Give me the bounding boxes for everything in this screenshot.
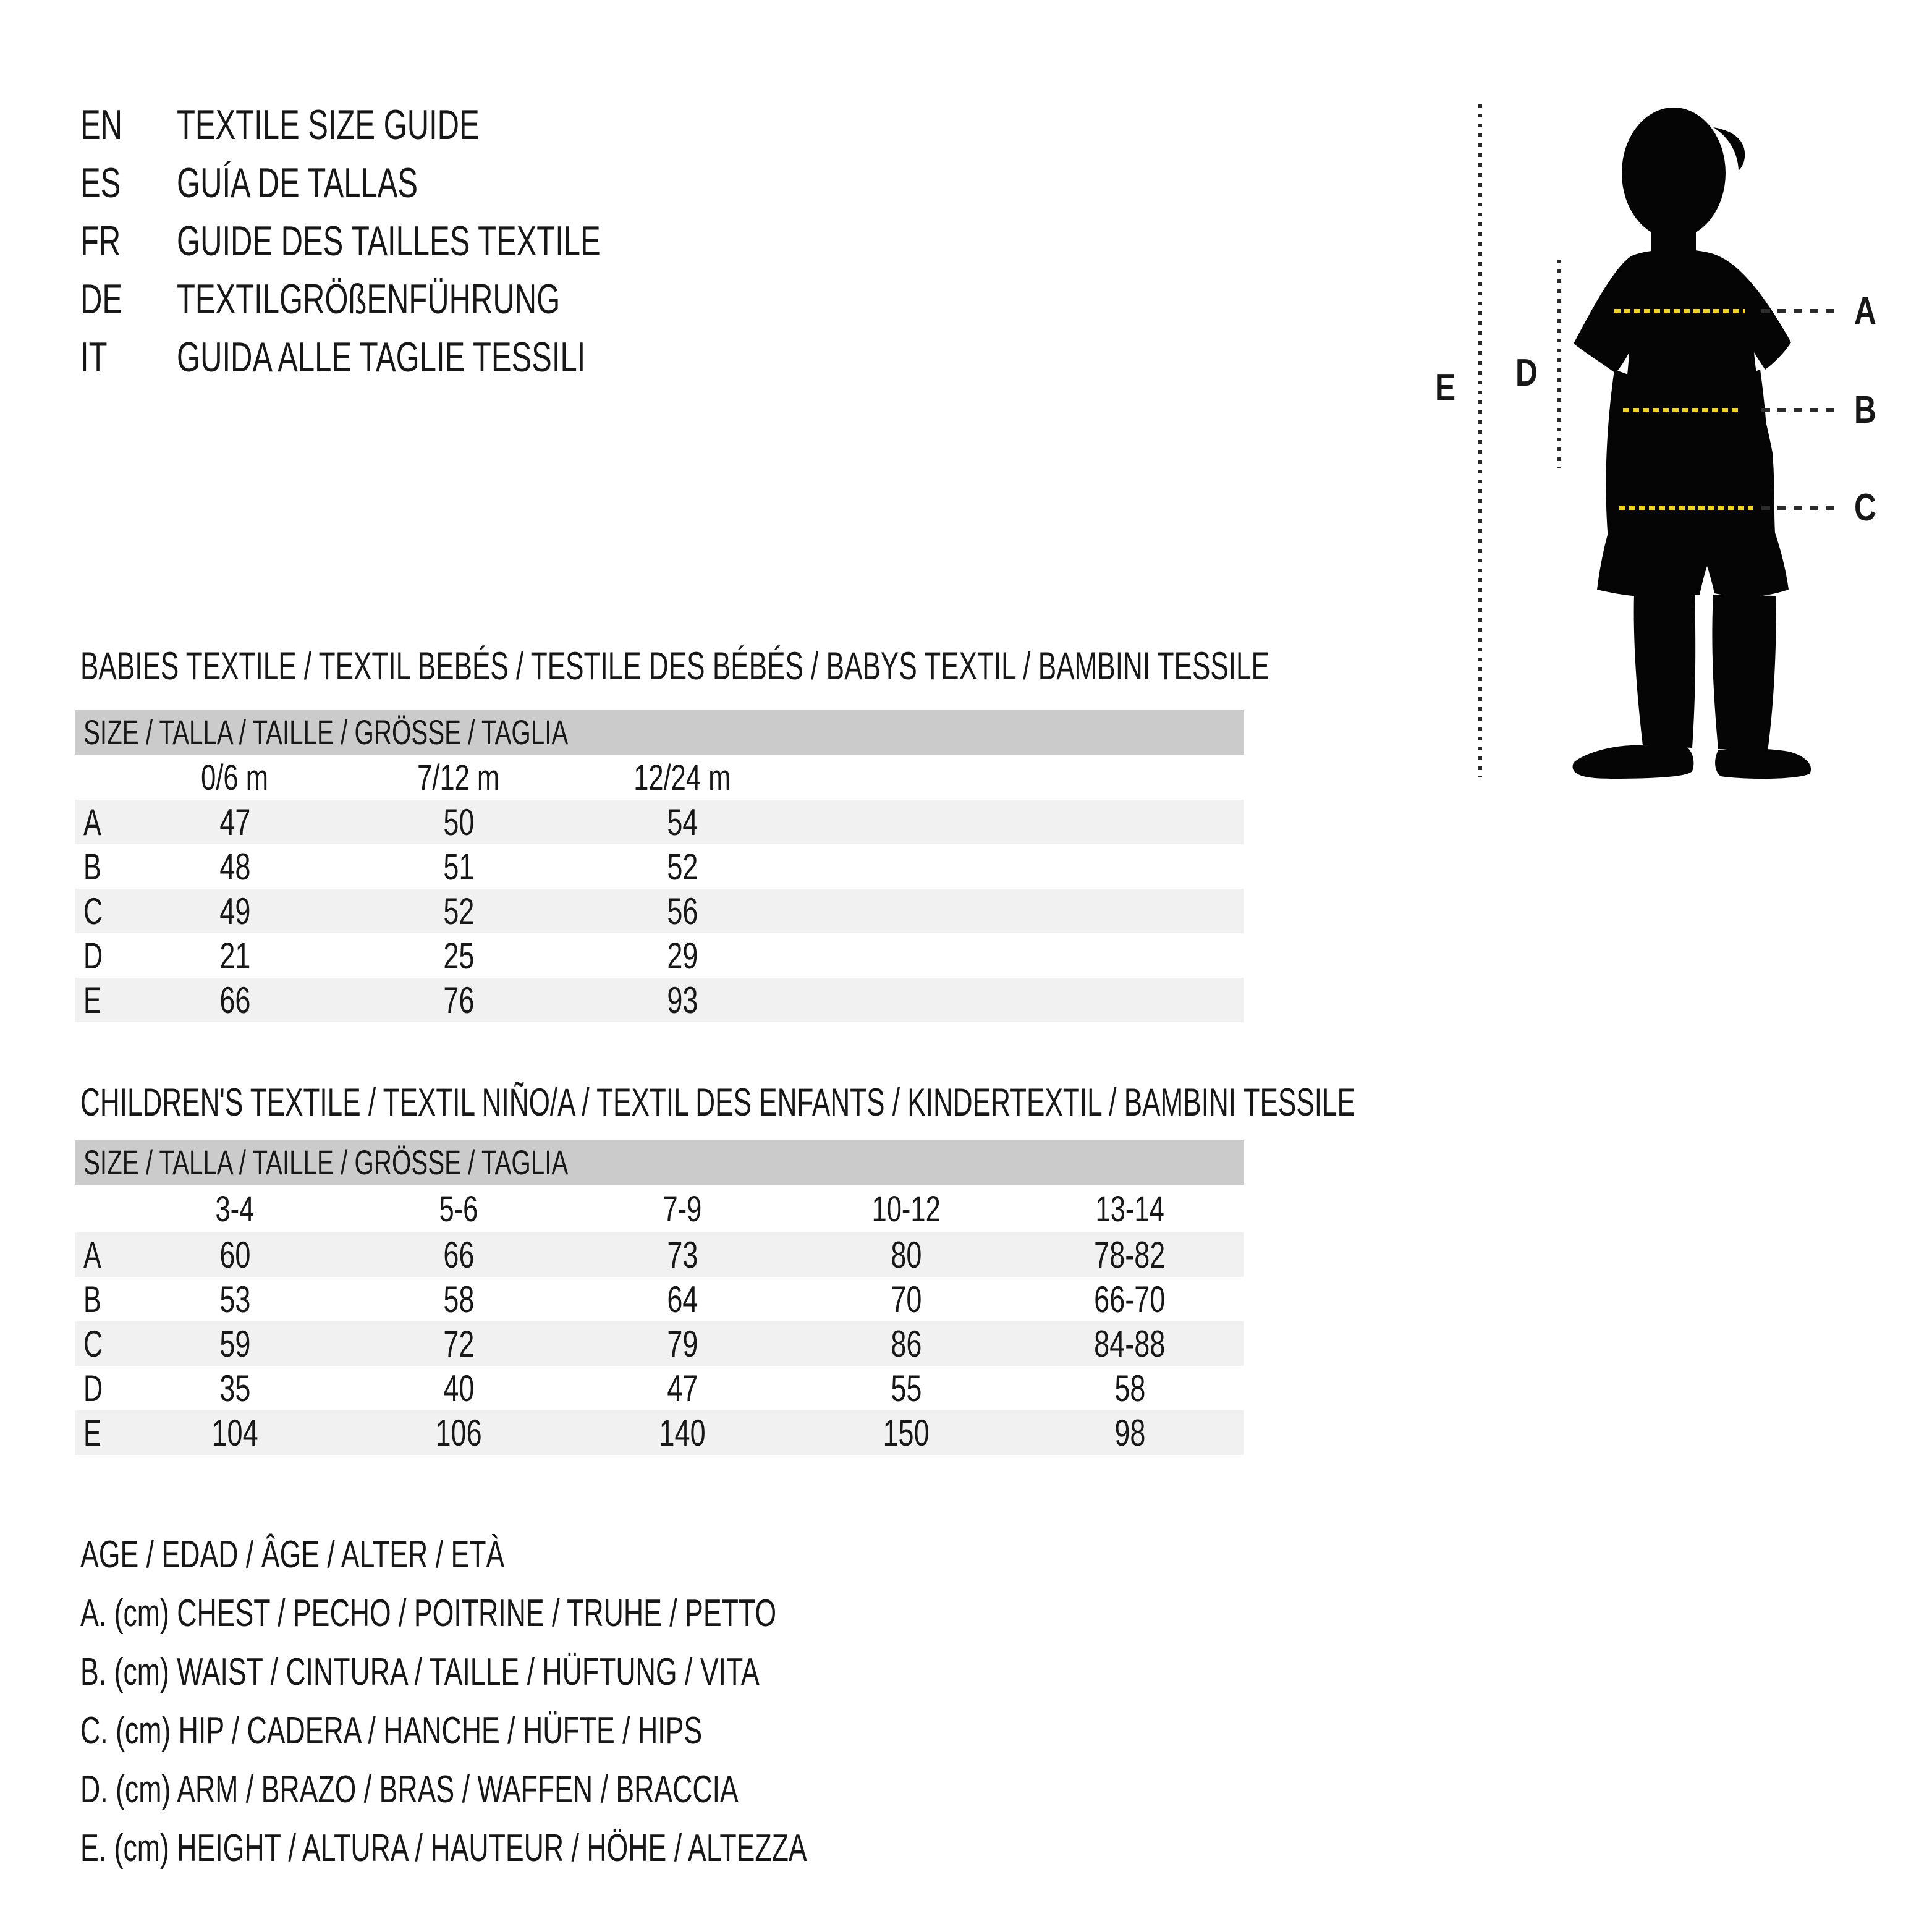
row-label: D bbox=[83, 1367, 103, 1409]
waist-tape-line-B bbox=[1623, 408, 1742, 412]
column-header: 5-6 bbox=[439, 1188, 478, 1229]
table-cell: 29 bbox=[666, 934, 698, 977]
label-E: E bbox=[1435, 366, 1456, 409]
table-cell: 48 bbox=[219, 845, 251, 888]
row-label: E bbox=[83, 979, 101, 1021]
language-title: TEXTILGRÖßENFÜHRUNG bbox=[177, 276, 561, 323]
table-cell: 55 bbox=[890, 1367, 922, 1409]
table-row bbox=[75, 978, 1244, 1022]
table-row bbox=[75, 1277, 1244, 1321]
row-label: E bbox=[83, 1412, 101, 1454]
language-code: DE bbox=[80, 276, 123, 323]
table-cell: 73 bbox=[666, 1234, 698, 1276]
babies-title: BABIES TEXTILE / TEXTIL BEBÉS / TESTILE DES BÉBÉS / BABYS TEXTIL / BAMBINI TESSILE bbox=[80, 645, 1269, 688]
table-cell: 47 bbox=[219, 801, 251, 843]
row-label: B bbox=[83, 845, 101, 888]
table-cell: 25 bbox=[443, 934, 475, 977]
waist-pointer-line-B bbox=[1761, 408, 1834, 412]
language-code: ES bbox=[80, 159, 121, 206]
chest-pointer-line-A bbox=[1761, 309, 1834, 313]
table-cell: 60 bbox=[219, 1234, 251, 1276]
table-cell: 84-88 bbox=[1094, 1323, 1166, 1365]
table-cell: 47 bbox=[666, 1367, 698, 1409]
column-header: 7-9 bbox=[663, 1188, 702, 1229]
children-size-header-bar bbox=[75, 1140, 1244, 1185]
hip-pointer-line-C bbox=[1761, 506, 1834, 510]
children-column-header-row bbox=[75, 1187, 1244, 1231]
table-cell: 70 bbox=[890, 1278, 922, 1320]
table-cell: 54 bbox=[666, 801, 698, 843]
table-row bbox=[75, 1366, 1244, 1410]
table-row bbox=[75, 1410, 1244, 1455]
row-label: A bbox=[83, 1234, 101, 1276]
legend-age: AGE / EDAD / ÂGE / ALTER / ETÀ bbox=[80, 1533, 505, 1576]
table-cell: 59 bbox=[219, 1323, 251, 1365]
table-row bbox=[75, 889, 1244, 933]
chest-tape-line-A bbox=[1614, 309, 1745, 313]
table-cell: 56 bbox=[666, 890, 698, 932]
table-cell: 49 bbox=[219, 890, 251, 932]
table-cell: 140 bbox=[659, 1412, 706, 1454]
table-cell: 50 bbox=[443, 801, 475, 843]
table-cell: 76 bbox=[443, 979, 475, 1021]
language-title: GUÍA DE TALLAS bbox=[177, 159, 418, 206]
table-cell: 40 bbox=[443, 1367, 475, 1409]
language-title: GUIDE DES TAILLES TEXTILE bbox=[177, 218, 601, 265]
label-C: C bbox=[1854, 486, 1876, 529]
table-cell: 58 bbox=[443, 1278, 475, 1320]
row-label: C bbox=[83, 890, 103, 932]
legend-hip: C. (cm) HIP / CADERA / HANCHE / HÜFTE / HIPS bbox=[80, 1710, 703, 1752]
row-label: D bbox=[83, 934, 103, 977]
table-cell: 150 bbox=[883, 1412, 930, 1454]
language-code: IT bbox=[80, 334, 108, 381]
babies-size-header-text: SIZE / TALLA / TAILLE / GRÖSSE / TAGLIA bbox=[83, 713, 569, 752]
language-code: FR bbox=[80, 218, 121, 265]
row-label: B bbox=[83, 1278, 101, 1320]
table-row bbox=[75, 1321, 1244, 1366]
row-label: A bbox=[83, 801, 101, 843]
legend-height: E. (cm) HEIGHT / ALTURA / HAUTEUR / HÖHE / ALTEZZA bbox=[80, 1827, 807, 1870]
column-header: 0/6 m bbox=[201, 757, 269, 798]
table-cell: 78-82 bbox=[1094, 1234, 1166, 1276]
table-cell: 66 bbox=[219, 979, 251, 1021]
table-cell: 98 bbox=[1114, 1412, 1146, 1454]
table-cell: 52 bbox=[443, 890, 475, 932]
children-title: CHILDREN'S TEXTILE / TEXTIL NIÑO/A / TEXTIL DES ENFANTS / KINDERTEXTIL / BAMBINI TESSILE bbox=[80, 1081, 1355, 1124]
column-header: 13-14 bbox=[1095, 1188, 1164, 1229]
table-row bbox=[75, 1232, 1244, 1277]
row-label: C bbox=[83, 1323, 103, 1365]
language-title: GUIDA ALLE TAGLIE TESSILI bbox=[177, 334, 586, 381]
table-cell: 51 bbox=[443, 845, 475, 888]
table-cell: 80 bbox=[890, 1234, 922, 1276]
table-cell: 66 bbox=[443, 1234, 475, 1276]
legend-waist: B. (cm) WAIST / CINTURA / TAILLE / HÜFTUNG / VITA bbox=[80, 1651, 760, 1693]
table-cell: 93 bbox=[666, 979, 698, 1021]
table-cell: 35 bbox=[219, 1367, 251, 1409]
column-header: 10-12 bbox=[871, 1188, 941, 1229]
children-size-header-text: SIZE / TALLA / TAILLE / GRÖSSE / TAGLIA bbox=[83, 1143, 569, 1182]
legend-arm: D. (cm) ARM / BRAZO / BRAS / WAFFEN / BRACCIA bbox=[80, 1768, 739, 1811]
table-cell: 64 bbox=[666, 1278, 698, 1320]
label-A: A bbox=[1854, 290, 1876, 333]
table-cell: 106 bbox=[435, 1412, 482, 1454]
table-row bbox=[75, 800, 1244, 844]
legend-chest: A. (cm) CHEST / PECHO / POITRINE / TRUHE / PETTO bbox=[80, 1592, 777, 1635]
table-row bbox=[75, 933, 1244, 978]
language-code: EN bbox=[80, 101, 123, 148]
table-cell: 79 bbox=[666, 1323, 698, 1365]
table-row bbox=[75, 844, 1244, 889]
language-title: TEXTILE SIZE GUIDE bbox=[177, 101, 480, 148]
table-cell: 52 bbox=[666, 845, 698, 888]
label-D: D bbox=[1515, 352, 1538, 394]
table-cell: 86 bbox=[890, 1323, 922, 1365]
table-cell: 21 bbox=[219, 934, 251, 977]
table-cell: 58 bbox=[1114, 1367, 1146, 1409]
table-cell: 104 bbox=[211, 1412, 258, 1454]
table-cell: 66-70 bbox=[1094, 1278, 1166, 1320]
table-cell: 72 bbox=[443, 1323, 475, 1365]
column-header: 7/12 m bbox=[417, 757, 500, 798]
label-B: B bbox=[1854, 389, 1876, 431]
hip-tape-line-C bbox=[1619, 506, 1753, 510]
column-header: 3-4 bbox=[215, 1188, 255, 1229]
table-cell: 53 bbox=[219, 1278, 251, 1320]
babies-column-header-row bbox=[75, 755, 1244, 800]
babies-size-header-bar bbox=[75, 710, 1244, 755]
column-header: 12/24 m bbox=[633, 757, 731, 798]
